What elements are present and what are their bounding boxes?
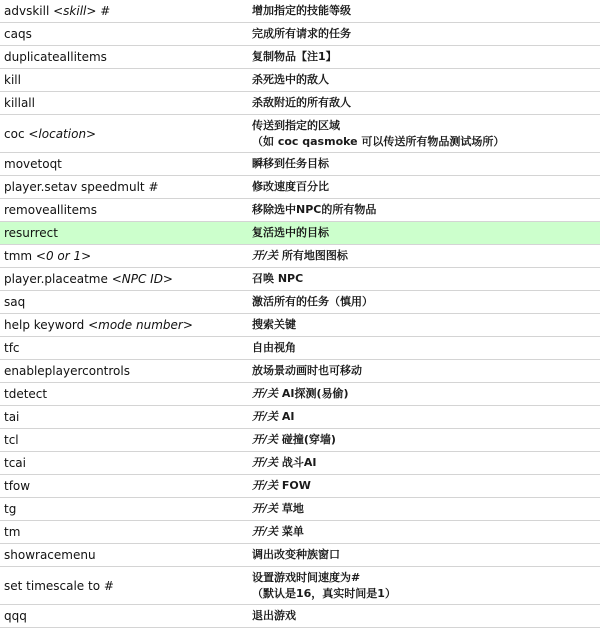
table-row <box>0 291 600 314</box>
command-cell: player.setav speedmult # <box>0 176 248 199</box>
table-row <box>0 314 600 337</box>
description-cell: 激活所有的任务（慎用） <box>248 291 600 314</box>
command-cell: qqq <box>0 605 248 628</box>
command-cell: caqs <box>0 23 248 46</box>
command-cell: duplicateallitems <box>0 46 248 69</box>
description-cell: 开/关 草地 <box>248 498 600 521</box>
command-cell: coc <location> <box>0 115 248 153</box>
command-cell: movetoqt <box>0 153 248 176</box>
command-cell: killall <box>0 92 248 115</box>
description-cell: 复制物品【注1】 <box>248 46 600 69</box>
command-cell: help keyword <mode number> <box>0 314 248 337</box>
table-row <box>0 268 600 291</box>
command-cell: removeallitems <box>0 199 248 222</box>
table-row <box>0 46 600 69</box>
command-cell: tai <box>0 406 248 429</box>
table-row <box>0 153 600 176</box>
description-cell: 杀死选中的敌人 <box>248 69 600 92</box>
table-row <box>0 176 600 199</box>
description-cell: 修改速度百分比 <box>248 176 600 199</box>
description-cell: 自由视角 <box>248 337 600 360</box>
table-row <box>0 92 600 115</box>
description-cell: 放场景动画时也可移动 <box>248 360 600 383</box>
table-row <box>0 360 600 383</box>
table-row <box>0 452 600 475</box>
command-cell: player.placeatme <NPC ID> <box>0 268 248 291</box>
description-cell: 设置游戏时间速度为# （默认是16，真实时间是1） <box>248 567 600 605</box>
command-cell: tdetect <box>0 383 248 406</box>
description-cell: 复活选中的目标 <box>248 222 600 245</box>
description-cell: 开/关 碰撞(穿墙) <box>248 429 600 452</box>
description-cell: 完成所有请求的任务 <box>248 23 600 46</box>
description-cell: 退出游戏 <box>248 605 600 628</box>
command-cell: tfow <box>0 475 248 498</box>
command-cell: showracemenu <box>0 544 248 567</box>
description-cell: 开/关 战斗AI <box>248 452 600 475</box>
command-cell: saq <box>0 291 248 314</box>
table-row <box>0 0 600 23</box>
table-row <box>0 406 600 429</box>
description-cell: 移除选中NPC的所有物品 <box>248 199 600 222</box>
command-cell: set timescale to # <box>0 567 248 605</box>
command-cell: tcai <box>0 452 248 475</box>
description-cell: 瞬移到任务目标 <box>248 153 600 176</box>
table-row <box>0 115 600 153</box>
command-cell: kill <box>0 69 248 92</box>
command-cell: tfc <box>0 337 248 360</box>
command-cell: resurrect <box>0 222 248 245</box>
description-cell: 开/关 所有地图图标 <box>248 245 600 268</box>
table-row <box>0 605 600 628</box>
command-cell: enableplayercontrols <box>0 360 248 383</box>
description-cell: 搜索关键 <box>248 314 600 337</box>
description-cell: 杀敌附近的所有敌人 <box>248 92 600 115</box>
table-row-highlighted <box>0 222 600 245</box>
description-cell: 开/关 AI探测(易偷) <box>248 383 600 406</box>
table-row <box>0 69 600 92</box>
description-cell: 开/关 FOW <box>248 475 600 498</box>
command-cell: tg <box>0 498 248 521</box>
description-cell: 开/关 菜单 <box>248 521 600 544</box>
command-cell: tm <box>0 521 248 544</box>
table-row <box>0 544 600 567</box>
command-cell: advskill <skill> # <box>0 0 248 23</box>
description-cell: 调出改变种族窗口 <box>248 544 600 567</box>
command-cell: tmm <0 or 1> <box>0 245 248 268</box>
table-row <box>0 383 600 406</box>
command-cell: tcl <box>0 429 248 452</box>
table-row <box>0 337 600 360</box>
table-row <box>0 23 600 46</box>
description-cell: 开/关 AI <box>248 406 600 429</box>
description-cell: 增加指定的技能等级 <box>248 0 600 23</box>
table-row <box>0 429 600 452</box>
description-cell: 传送到指定的区域 （如 coc qasmoke 可以传送所有物品测试场所） <box>248 115 600 153</box>
table-row <box>0 245 600 268</box>
description-cell: 召唤 NPC <box>248 268 600 291</box>
table-row <box>0 199 600 222</box>
table-row <box>0 498 600 521</box>
table-row <box>0 521 600 544</box>
table-row <box>0 475 600 498</box>
table-row <box>0 567 600 605</box>
